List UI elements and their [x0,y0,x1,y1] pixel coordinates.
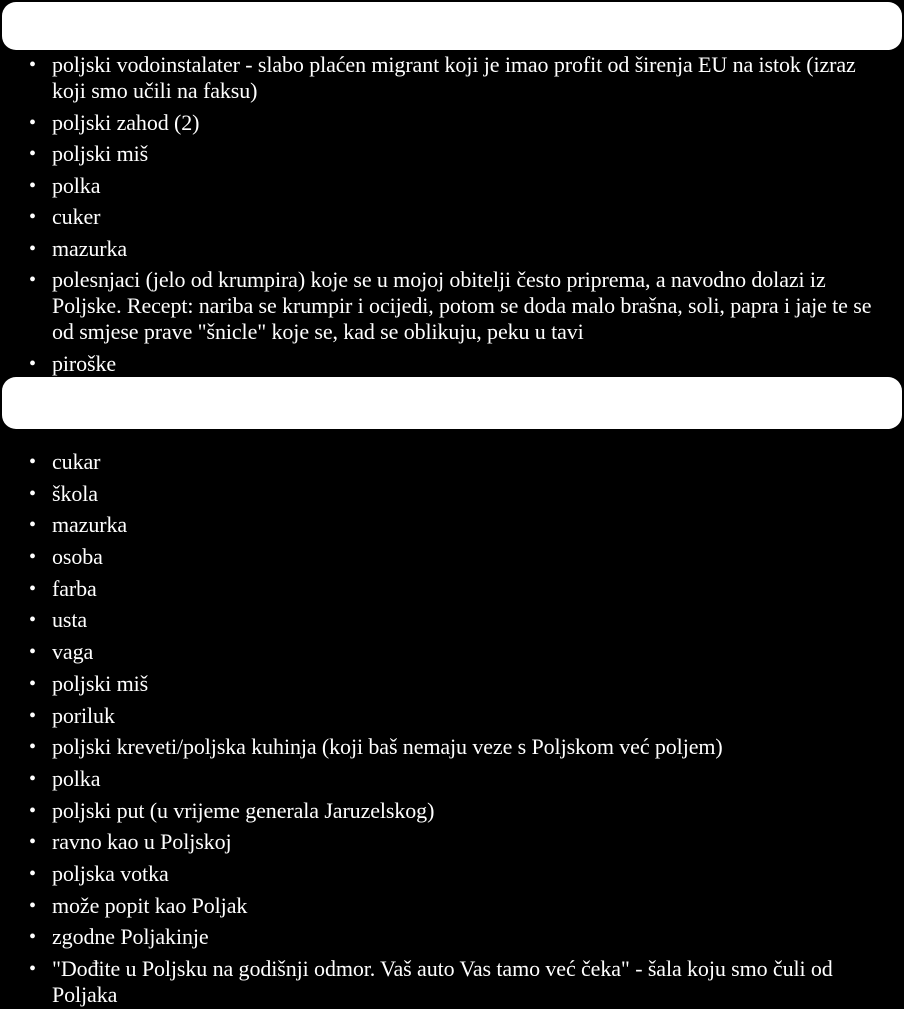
list-item-text: cukar [52,449,101,474]
bullet-icon: • [29,451,36,473]
list-item-text: mazurka [52,235,128,261]
list-item [0,141,900,167]
list-item [0,52,900,104]
list-item [0,449,900,475]
bullet-icon: • [29,609,36,632]
bullet-icon: • [29,862,36,885]
list-item-text: "Dođite u Poljsku na godišnji odmor. Vaš auto Vas tamo već čeka" - šala koju smo čuli od Poljaka [52,956,833,1007]
bullet-icon: • [29,54,36,76]
list-item [0,703,900,729]
bullet-icon: • [29,767,36,790]
bullet-icon: • [29,111,36,134]
list-item-text: poljska votka [52,860,169,886]
bullet-icon: • [29,799,36,822]
list-item-text: škola [52,480,98,506]
bullet-icon: • [29,641,36,664]
list-item [0,607,900,633]
list-item-text: poljski zahod (2) [52,109,200,135]
list-item [0,173,900,199]
section-1-list [0,52,900,382]
list-item-text: farba [52,575,97,601]
list-item-text: poljski kreveti/poljska kuhinja (koji baš nemaju veze s Poljskom već poljem) [52,734,723,760]
list-item [0,956,900,1008]
list-item [0,766,900,792]
bullet-icon: • [29,206,36,228]
bullet-icon: • [29,514,36,537]
list-item [0,110,900,136]
list-item-text: poljski vodoinstalater - slabo plaćen migrant koji je imao profit od širenja EU na istok (izraz koji smo učili na faksu) [52,52,856,103]
list-item-text: vaga [52,639,94,665]
bullet-icon: • [29,577,36,600]
section-1-header-bar [2,2,902,50]
list-item [0,671,900,697]
list-item-text: osoba [52,544,103,570]
list-item [0,351,900,377]
bullet-icon: • [29,269,36,291]
bullet-icon: • [29,352,36,375]
list-item-text: usta [52,607,88,633]
bullet-icon: • [29,926,36,949]
list-item-text: ravno kao u Poljskoj [52,829,232,855]
bullet-icon: • [29,736,36,759]
list-item-text: poriluk [52,702,115,728]
list-item [0,639,900,665]
list-item-text: mazurka [52,512,128,538]
list-item [0,829,900,855]
bullet-icon: • [29,237,36,260]
list-item-text: poljski miš [52,141,149,166]
list-item [0,861,900,887]
section-2-list [0,449,900,1009]
bullet-icon: • [29,704,36,727]
bullet-icon: • [29,482,36,505]
list-item-text: polka [52,172,101,198]
bullet-icon: • [29,546,36,569]
list-item-text: može popit kao Poljak [52,892,248,918]
bullet-icon: • [29,143,36,165]
list-item [0,734,900,760]
list-item [0,267,900,345]
list-item [0,893,900,919]
list-item [0,512,900,538]
list-item [0,204,900,230]
list-item [0,576,900,602]
bullet-icon: • [29,672,36,695]
bullet-icon: • [29,174,36,197]
list-item-text: cuker [52,204,101,229]
list-item-text: polka [52,765,101,791]
list-item [0,236,900,262]
list-item [0,544,900,570]
bullet-icon: • [29,894,36,917]
list-item-text: piroške [52,350,117,376]
section-2-header-bar [2,377,902,429]
list-item-text: poljski miš [52,670,149,696]
list-item-text: polesnjaci (jelo od krumpira) koje se u mojoj obitelji često priprema, a navodno dolazi iz Poljske. Recept: nariba se krumpir i ocijedi, potom se doda malo brašna, soli, papra i jaje te se od smjese prave "šnicle" koje se, kad se oblikuju, peku u tavi [52,267,872,344]
list-item [0,798,900,824]
list-item [0,924,900,950]
bullet-icon: • [29,958,36,980]
list-item [0,481,900,507]
list-item-text: poljski put (u vrijeme generala Jaruzelskog) [52,797,435,823]
bullet-icon: • [29,831,36,854]
list-item-text: zgodne Poljakinje [52,924,209,950]
